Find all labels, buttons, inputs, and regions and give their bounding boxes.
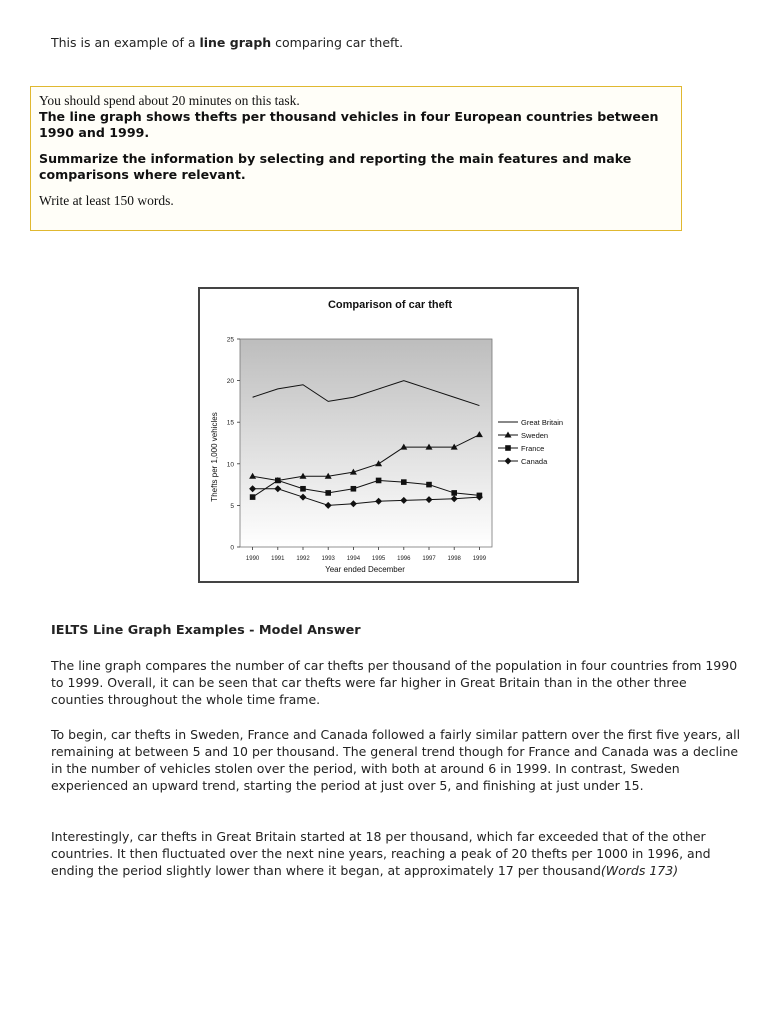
- task-words: Write at least 150 words.: [39, 193, 174, 208]
- y-tick-label: 15: [226, 419, 234, 427]
- x-tick-label: 1996: [397, 556, 411, 562]
- data-point-france: [325, 490, 331, 496]
- word-count: (Words 173): [600, 863, 679, 878]
- legend-marker-canada: [505, 458, 512, 465]
- y-tick-label: 0: [230, 544, 234, 552]
- x-tick-label: 1999: [472, 556, 487, 562]
- legend-label-france: France: [521, 444, 545, 453]
- intro-line: [51, 35, 403, 50]
- plot-area: [240, 339, 492, 547]
- intro-suffix: comparing car theft.: [271, 35, 404, 50]
- data-point-france: [401, 479, 407, 485]
- answer-paragraph-2: To begin, car thefts in Sweden, France and Canada followed a fairly similar pattern over the first five years, all remaining at between 5 and 10 per thousand. The general trend though for France and Canada was a decline in the number of vehicles stolen over the period, with both at around 6 in 1999. In contrast, Sweden experienced an upward trend, starting the period at just over 5, and finishing at just under 15.: [51, 727, 741, 793]
- x-tick-label: 1993: [321, 556, 335, 562]
- x-tick-label: 1991: [271, 556, 285, 562]
- answer-paragraph-3: [51, 828, 741, 879]
- legend-label-great-britain: Great Britain: [521, 418, 564, 427]
- answer-paragraph-1: The line graph compares the number of car thefts per thousand of the population in four countries from 1990 to 1999. Overall, it can be seen that car thefts were far higher in Great Britain than in the other three counties throughout the whole time frame.: [51, 658, 738, 707]
- legend-label-canada: Canada: [521, 457, 548, 466]
- x-tick-label: 1990: [245, 556, 260, 562]
- data-point-france: [426, 482, 432, 488]
- x-tick-label: 1994: [346, 556, 361, 562]
- chart-frame: [198, 287, 579, 583]
- data-point-france: [376, 478, 382, 484]
- intro-prefix: This is an example of a: [51, 35, 200, 50]
- answer-heading: IELTS Line Graph Examples - Model Answer: [51, 623, 361, 638]
- y-tick-label: 5: [230, 502, 234, 510]
- answer-paragraph-3-text: Interestingly, car thefts in Great Britain started at 18 per thousand, which far exceeded that of the other countries. It then fluctuated over the next nine years, reaching a peak of 20 thefts per 1000 in 1996, and ending the period slightly lower than where it began, at approximately 17 per thousand: [51, 829, 711, 878]
- task-instruction: Summarize the information by selecting and reporting the main features and make comparisons where relevant.: [39, 151, 632, 182]
- data-point-france: [451, 490, 457, 496]
- x-tick-label: 1995: [371, 556, 386, 562]
- chart-xlabel: Year ended December: [325, 565, 405, 574]
- data-point-france: [300, 486, 306, 492]
- x-tick-label: 1997: [422, 556, 436, 562]
- x-tick-label: 1992: [296, 556, 310, 562]
- data-point-france: [351, 486, 357, 492]
- data-point-france: [250, 494, 256, 500]
- line-chart: [200, 289, 577, 581]
- legend-marker-france: [505, 445, 511, 451]
- legend-label-sweden: Sweden: [521, 431, 549, 440]
- y-tick-label: 25: [226, 336, 234, 344]
- chart-ylabel: Thefts per 1,000 vehicles: [210, 412, 219, 502]
- x-tick-label: 1998: [447, 556, 461, 562]
- data-point-france: [275, 478, 281, 484]
- intro-bold: line graph: [199, 35, 272, 50]
- y-tick-label: 10: [226, 461, 234, 469]
- chart-title: Comparison of car theft: [327, 299, 453, 311]
- y-tick-label: 20: [226, 378, 234, 386]
- task-prompt: The line graph shows thefts per thousand vehicles in four European countries between 1990 and 1999.: [39, 109, 659, 140]
- task-time: You should spend about 20 minutes on this task.: [39, 93, 300, 108]
- task-box: [30, 86, 682, 231]
